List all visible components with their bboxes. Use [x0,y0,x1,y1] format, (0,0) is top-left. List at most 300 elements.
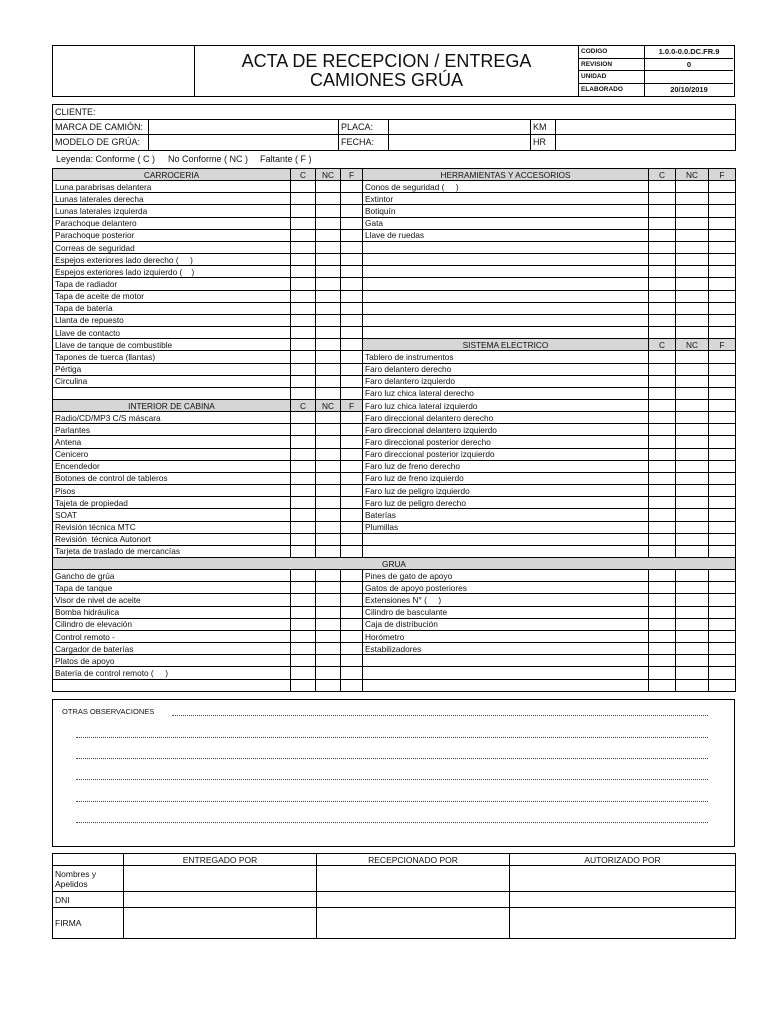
check-cell-nc [676,460,709,472]
fecha-value [389,135,531,151]
check-cell-f [709,667,736,679]
meta-row-codigo [579,46,734,58]
check-cell-nc [676,278,709,290]
form-header [52,45,735,97]
checklist-row [53,667,736,679]
check-cell-c [649,436,676,448]
cliente-field [53,105,736,120]
check-cell-nc [676,412,709,424]
check-cell-c [291,594,316,606]
check-cell-f [709,314,736,326]
check-cell-f [341,643,363,655]
check-cell-nc [316,606,341,618]
legend-conforme: Leyenda: Conforme ( C ) [56,154,156,164]
checklist-row [53,193,736,205]
check-cell-c [649,399,676,411]
check-cell-f [341,606,363,618]
recepcionado-por-firma-cell [317,908,510,939]
info-row-marca [53,120,736,135]
check-cell-nc [676,351,709,363]
checklist-item-pertiga: Pértiga [53,363,291,375]
check-cell-c [649,327,676,339]
check-cell-c [649,606,676,618]
check-cell-f [709,460,736,472]
checklist-row [53,217,736,229]
check-cell-f [709,570,736,582]
checklist-blank-label [363,327,649,339]
check-cell-f [341,545,363,557]
checklist-blank-label [53,679,291,691]
checklist-row [53,533,736,545]
checklist-row [53,387,736,399]
checklist-row [53,327,736,339]
check-cell-nc [316,655,341,667]
check-cell-f [341,302,363,314]
observation-line [76,779,708,780]
checklist-item-cargador-de-baterias: Cargador de baterías [53,643,291,655]
check-cell-nc [676,630,709,642]
checklist-blank-label [363,254,649,266]
check-cell-f [341,630,363,642]
column-header-c: C [649,339,676,351]
recepcionado-por-nombres-cell [317,866,510,892]
column-header-recepcionado-por: RECEPCIONADO POR [317,854,510,866]
check-cell-nc [316,375,341,387]
checklist-blank-label [363,655,649,667]
check-cell-nc [316,533,341,545]
checklist-item-gata: Gata [363,217,649,229]
checklist-row [53,679,736,691]
meta-value-revision: 0 [645,58,734,71]
checklist-row [53,472,736,484]
check-cell-f [709,193,736,205]
checklist-item-revision-tecnica-autonort: Revisión técnica Autonort [53,533,291,545]
marca-value [149,120,339,135]
check-cell-nc [676,448,709,460]
check-cell-f [709,436,736,448]
observations-label: OTRAS OBSERVACIONES [62,707,155,716]
check-cell-nc [316,497,341,509]
check-cell-f [341,339,363,351]
meta-label-codigo: CODIGO [579,46,645,58]
checklist-blank-label [363,241,649,253]
checklist-item-caja-de-distribucion: Caja de distribución [363,618,649,630]
check-cell-f [709,643,736,655]
check-cell-c [649,193,676,205]
check-cell-c [291,630,316,642]
checklist-item-tajeta-de-propiedad: Tajeta de propiedad [53,497,291,509]
check-cell-f [341,582,363,594]
check-cell-c [291,254,316,266]
check-cell-f [709,582,736,594]
checklist-item-correas-de-seguridad: Correas de seguridad [53,241,291,253]
check-cell-f [341,181,363,193]
hr-label: HR [531,135,556,151]
check-cell-c [291,570,316,582]
check-cell-c [649,205,676,217]
check-cell-f [709,205,736,217]
check-cell-nc [316,193,341,205]
checklist-row [53,278,736,290]
meta-label-elaborado: ELABORADO [579,84,645,96]
check-cell-f [709,606,736,618]
check-cell-f [709,351,736,363]
check-cell-nc [316,643,341,655]
checklist-item-parlantes: Parlantes [53,424,291,436]
check-cell-f [709,472,736,484]
signatures-table [52,853,736,939]
checklist-item-pines-de-gato-de-apoyo: Pines de gato de apoyo [363,570,649,582]
checklist-item-faro-direccional-posterior-derecho: Faro direccional posterior derecho [363,436,649,448]
check-cell-f [709,618,736,630]
check-cell-f [341,472,363,484]
checklist-item-horometro: Horómetro [363,630,649,642]
check-cell-nc [316,594,341,606]
check-cell-c [291,521,316,533]
form-title-line-1: ACTA DE RECEPCION / ENTREGA [241,51,532,71]
checklist-row [53,229,736,241]
check-cell-nc [676,582,709,594]
checklist-item-tablero-de-instrumentos: Tablero de instrumentos [363,351,649,363]
meta-label-unidad: UNIDAD [579,71,645,84]
check-cell-c [649,254,676,266]
check-cell-f [709,485,736,497]
check-cell-f [341,278,363,290]
check-cell-nc [676,399,709,411]
check-cell-f [341,254,363,266]
signatures-row-dni [53,892,736,908]
check-cell-c [649,448,676,460]
checklist-row [53,302,736,314]
checklist-item-lunas-laterales-izquierda: Lunas laterales izquierda [53,205,291,217]
check-cell-nc [316,241,341,253]
checklist-row [53,485,736,497]
checklist-row [53,594,736,606]
recepcionado-por-dni-cell [317,892,510,908]
check-cell-c [291,545,316,557]
check-cell-c [649,290,676,302]
observations-box [52,699,735,847]
section-header-sistema-electrico: SISTEMA ELECTRICO [363,339,649,351]
meta-row-revision [579,58,734,71]
check-cell-f [709,266,736,278]
check-cell-f [709,655,736,667]
checklist-item-llave-de-ruedas: Llave de ruedas [363,229,649,241]
checklist-row [53,254,736,266]
check-cell-nc [316,460,341,472]
check-cell-nc [316,570,341,582]
checklist-row [53,424,736,436]
section-header-grua: GRUA [53,558,736,570]
checklist-item-pisos: Pisos [53,485,291,497]
checklist-item-cilindro-de-basculante: Cilindro de basculante [363,606,649,618]
check-cell-c [291,327,316,339]
check-cell-f [709,497,736,509]
checklist-item-parachoque-delantero: Parachoque delantero [53,217,291,229]
check-cell-c [291,363,316,375]
checklist-item-tapones-de-tuerca-llantas: Tapones de tuerca (llantas) [53,351,291,363]
checklist-row [53,363,736,375]
check-cell-f [341,290,363,302]
column-header-nc: NC [676,339,709,351]
checklist-item-bateria-de-control-remoto: Batería de control remoto ( ) [53,667,291,679]
checklist-item-faro-luz-chica-lateral-derecho: Faro luz chica lateral derecho [363,387,649,399]
check-cell-c [291,339,316,351]
checklist-blank-label [363,679,649,691]
signatures-header-row [53,854,736,866]
checklist-blank-label [363,545,649,557]
check-cell-nc [316,436,341,448]
autorizado-por-nombres-cell [510,866,736,892]
checklist-row [53,497,736,509]
check-cell-c [291,472,316,484]
check-cell-nc [676,424,709,436]
checklist-blank-label [53,387,291,399]
check-cell-c [649,314,676,326]
check-cell-f [341,497,363,509]
check-cell-nc [316,387,341,399]
fecha-label: FECHA: [339,135,389,151]
check-cell-c [649,302,676,314]
signatures-row-nombres [53,866,736,892]
checklist-row [53,643,736,655]
check-cell-f [709,254,736,266]
checklist-row [53,314,736,326]
check-cell-nc [676,229,709,241]
check-cell-c [649,679,676,691]
checklist-blank-label [363,290,649,302]
checklist-row [53,448,736,460]
check-cell-nc [676,241,709,253]
checklist-row [53,205,736,217]
check-cell-f [341,266,363,278]
checklist-item-control-remoto: Control remoto - [53,630,291,642]
check-cell-nc [316,472,341,484]
check-cell-nc [676,205,709,217]
check-cell-f [709,399,736,411]
checklist-row [53,436,736,448]
checklist-item-llanta-de-repuesto: Llanta de repuesto [53,314,291,326]
check-cell-f [341,448,363,460]
meta-value-unidad [645,71,734,84]
check-cell-c [291,448,316,460]
check-cell-c [291,606,316,618]
check-cell-nc [316,424,341,436]
checklist-item-platos-de-apoyo: Platos de apoyo [53,655,291,667]
check-cell-f [341,375,363,387]
signatures-corner-cell [53,854,124,866]
checklist-item-botones-de-control-de-tableros: Botones de control de tableros [53,472,291,484]
check-cell-f [341,387,363,399]
check-cell-c [649,545,676,557]
check-cell-nc [316,630,341,642]
modelo-value [149,135,339,151]
check-cell-f [709,241,736,253]
column-header-f: F [709,339,736,351]
hr-value [556,135,736,151]
check-cell-nc [676,266,709,278]
checklist-item-gancho-de-grua: Gancho de grúa [53,570,291,582]
checklist-blank-label [363,302,649,314]
check-cell-c [649,618,676,630]
legend-faltante: Faltante ( F ) [260,154,312,164]
column-header-nc: NC [316,399,341,411]
entregado-por-firma-cell [124,908,317,939]
meta-label-revision: REVISION [579,58,645,71]
check-cell-nc [676,533,709,545]
observation-line [76,801,708,802]
check-cell-f [341,229,363,241]
check-cell-c [291,181,316,193]
check-cell-c [649,424,676,436]
checklist-item-tarjeta-de-traslado-de-mercancias: Tarjeta de traslado de mercancías [53,545,291,557]
checklist-blank-label [363,667,649,679]
check-cell-nc [316,521,341,533]
check-cell-c [649,278,676,290]
checklist-item-faro-delantero-izquierdo: Faro delantero izquierdo [363,375,649,387]
checklist-row [53,460,736,472]
check-cell-c [291,205,316,217]
checklist-item-tapa-de-bateria: Tapa de batería [53,302,291,314]
checklist-item-faro-direccional-posterior-izquierdo: Faro direccional posterior izquierdo [363,448,649,460]
check-cell-c [291,618,316,630]
check-cell-f [341,241,363,253]
checklist-item-luna-parabrisas-delantera: Luna parabrisas delantera [53,181,291,193]
checklist-row [53,618,736,630]
check-cell-f [709,181,736,193]
check-cell-nc [676,254,709,266]
km-label: KM [531,120,556,135]
check-cell-c [649,667,676,679]
column-header-f: F [341,169,363,181]
check-cell-nc [676,667,709,679]
check-cell-c [649,521,676,533]
check-cell-c [291,460,316,472]
check-cell-nc [316,545,341,557]
checklist-item-espejos-exteriores-lado-izquierdo: Espejos exteriores lado izquierdo ( ) [53,266,291,278]
check-cell-nc [316,412,341,424]
check-cell-c [291,290,316,302]
observation-line [76,737,708,738]
check-cell-f [709,229,736,241]
checklist-item-antena: Antena [53,436,291,448]
check-cell-nc [676,290,709,302]
check-cell-c [291,314,316,326]
checklist-item-conos-de-seguridad: Conos de seguridad ( ) [363,181,649,193]
check-cell-f [341,667,363,679]
checklist-item-tapa-de-aceite-de-motor: Tapa de aceite de motor [53,290,291,302]
checklist-blank-label [363,314,649,326]
check-cell-f [341,412,363,424]
check-cell-f [341,363,363,375]
check-cell-c [291,582,316,594]
checklist-item-faro-luz-chica-lateral-izquierdo: Faro luz chica lateral izquierdo [363,399,649,411]
check-cell-c [649,497,676,509]
check-cell-nc [676,302,709,314]
check-cell-c [291,351,316,363]
check-cell-c [291,436,316,448]
check-cell-nc [316,314,341,326]
placa-label: PLACA: [339,120,389,135]
observation-line [76,758,708,759]
check-cell-nc [316,302,341,314]
observation-line [172,715,708,716]
check-cell-nc [676,485,709,497]
checklist-row [53,509,736,521]
checklist-row [53,351,736,363]
checklist-item-faro-delantero-derecho: Faro delantero derecho [363,363,649,375]
column-header-nc: NC [676,169,709,181]
check-cell-nc [676,375,709,387]
column-header-c: C [291,169,316,181]
checklist-item-lunas-laterales-derecha: Lunas laterales derecha [53,193,291,205]
checklist-item-tapa-de-radiador: Tapa de radiador [53,278,291,290]
checklist-item-espejos-exteriores-lado-derecho: Espejos exteriores lado derecho ( ) [53,254,291,266]
check-cell-c [291,387,316,399]
check-cell-f [709,387,736,399]
checklist-item-faro-luz-de-freno-izquierdo: Faro luz de freno izquierdo [363,472,649,484]
check-cell-f [709,545,736,557]
checklist-item-llave-de-tanque-de-combustible: Llave de tanque de combustible [53,339,291,351]
checklist-row [53,570,736,582]
check-cell-nc [676,472,709,484]
check-cell-c [649,241,676,253]
check-cell-f [709,302,736,314]
checklist-row [53,521,736,533]
check-cell-f [341,460,363,472]
section-header-carroceria: CARROCERIA [53,169,291,181]
checklist-blank-label [363,278,649,290]
check-cell-c [649,655,676,667]
check-cell-f [709,375,736,387]
check-cell-c [649,570,676,582]
checklist-item-encendedor: Encendedor [53,460,291,472]
inspection-checklist-table [52,168,736,692]
checklist-item-circulina: Circulina [53,375,291,387]
checklist-row [53,655,736,667]
check-cell-nc [676,643,709,655]
checklist-item-baterias: Baterías [363,509,649,521]
checklist-item-faro-direccional-delantero-izquierdo: Faro direccional delantero izquierdo [363,424,649,436]
check-cell-nc [316,181,341,193]
check-cell-nc [316,448,341,460]
check-cell-f [709,327,736,339]
column-header-nc: NC [316,169,341,181]
check-cell-f [341,570,363,582]
check-cell-c [649,594,676,606]
check-cell-c [649,412,676,424]
check-cell-c [291,266,316,278]
check-cell-c [291,667,316,679]
checklist-item-tapa-de-tanque: Tapa de tanque [53,582,291,594]
check-cell-nc [316,363,341,375]
checklist-item-plumillas: Plumillas [363,521,649,533]
checklist-body [53,169,736,692]
check-cell-nc [676,193,709,205]
checklist-row [53,630,736,642]
check-cell-nc [676,314,709,326]
check-cell-f [341,521,363,533]
check-cell-c [649,533,676,545]
check-cell-c [291,302,316,314]
check-cell-nc [676,363,709,375]
check-cell-nc [676,497,709,509]
checklist-item-extintor: Extintor [363,193,649,205]
check-cell-nc [316,509,341,521]
check-cell-f [341,217,363,229]
check-cell-c [291,412,316,424]
checklist-item-botiquin: Botiquín [363,205,649,217]
